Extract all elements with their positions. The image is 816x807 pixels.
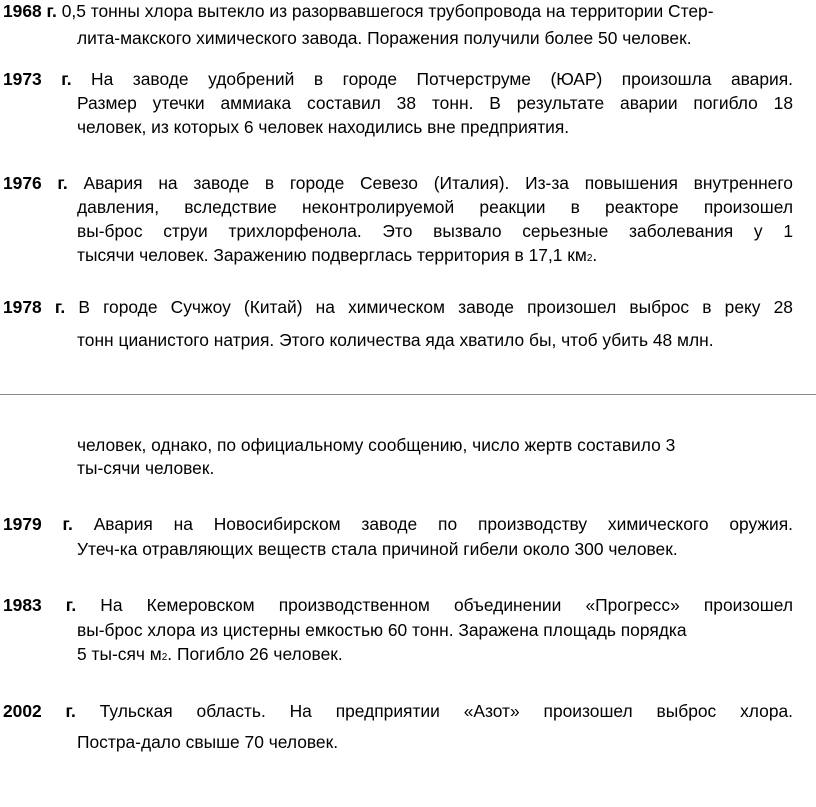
- entry-1983-line-1: [3, 594, 793, 616]
- entry-text: Авария на заводе в городе Севезо (Италия). Из-за повышения внутреннего: [83, 173, 793, 193]
- entry-text: Размер утечки аммиака составил 38 тонн. В результате аварии погибло 18: [77, 93, 793, 113]
- entry-text: Авария на Новосибирском заводе по производству химического оружия.: [93, 514, 794, 534]
- square-unit-superscript: 2: [161, 652, 168, 663]
- entry-text-part: . Погибло 26 человек.: [167, 644, 343, 664]
- entry-text: ты-сячи человек.: [77, 458, 215, 478]
- entry-text-part: .: [592, 245, 598, 265]
- entry-text: человек, из которых 6 человек находились вне предприятия.: [77, 117, 570, 137]
- entry-2002-line-1: [3, 700, 793, 722]
- entry-text: вы-брос струи трихлорфенола. Это вызвало серьезные заболевания у 1: [77, 221, 793, 241]
- entry-1968-line-1: [3, 0, 714, 22]
- entry-year: 1973 г.: [3, 69, 72, 89]
- entry-text: [77, 643, 343, 665]
- entry-1973-line-1: [3, 68, 793, 90]
- square-unit-superscript: 2: [586, 253, 593, 264]
- entry-text: На заводе удобрений в городе Потчерструме (ЮАР) произошла авария.: [91, 69, 793, 89]
- entry-text: Постра-дало свыше 70 человек.: [77, 732, 339, 752]
- entry-text: вы-брос хлора из цистерны емкостью 60 тонн. Заражена площадь порядка: [77, 620, 687, 640]
- entry-year: 1979 г.: [3, 514, 73, 534]
- page-divider: [0, 394, 816, 395]
- entry-text: Утеч-ка отравляющих веществ стала причиной гибели около 300 человек.: [77, 539, 678, 559]
- entry-year: 1968 г.: [3, 1, 57, 21]
- entry-text: В городе Сучжоу (Китай) на химическом заводе произошел выброс в реку 28: [78, 297, 793, 317]
- entry-text: лита-макского химического завода. Поражения получили более 50 человек.: [77, 28, 692, 48]
- entry-text: 0,5 тонны хлора вытекло из разорвавшегося трубопровода на территории Стер-: [61, 1, 714, 21]
- entry-text: Тульская область. На предприятии «Азот» произошел выброс хлора.: [99, 701, 793, 721]
- entry-text: давления, вследствие неконтролируемой реакции в реакторе произошел: [77, 197, 793, 217]
- entry-text: На Кемеровском производственном объединении «Прогресс» произошел: [100, 595, 793, 615]
- entry-text: [77, 244, 597, 266]
- entry-text-part: тысячи человек. Заражению подверглась территория в 17,1 км: [77, 245, 587, 265]
- entry-year: 1983 г.: [3, 595, 77, 615]
- entry-1978-line-1: [3, 296, 793, 318]
- entry-1976-line-1: [3, 172, 793, 194]
- entry-year: 1978 г.: [3, 297, 66, 317]
- entry-text: человек, однако, по официальному сообщению, число жертв составило 3: [77, 435, 676, 455]
- entry-text-part: 5 ты-сяч м: [77, 644, 162, 664]
- entry-text: тонн цианистого натрия. Этого количества яда хватило бы, чтоб убить 48 млн.: [77, 330, 714, 350]
- entry-1979-line-1: [3, 513, 793, 535]
- entry-year: 2002 г.: [3, 701, 76, 721]
- entry-year: 1976 г.: [3, 173, 68, 193]
